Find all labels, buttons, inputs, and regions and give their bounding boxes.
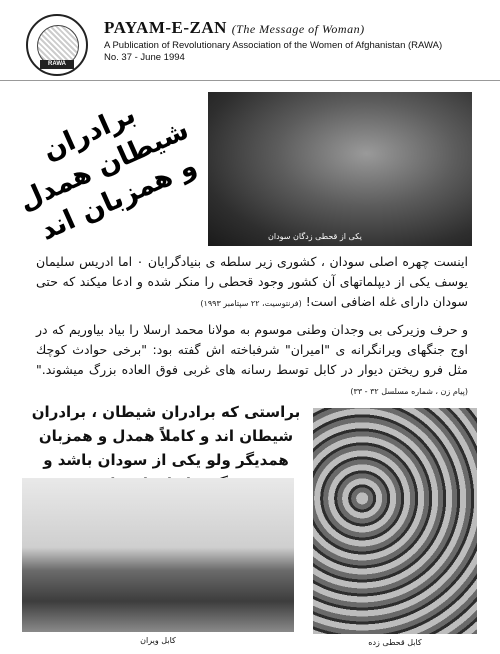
publication-line: A Publication of Revolutionary Association of the Women of Afghanistan (RAWA): [104, 40, 443, 51]
paragraph-2-text: و حرف وزیرکی بی وجدان وطنی موسوم به مولانا محمد ارسلا را بیاد بیاوریم که در اوج جنگهای ویرانگرانه ی "امیران" شرفباخته اش گفته بود: "برخی حوادث کوچك مثل فرو ریختن دیوار در کابل توسط رسانه های غربی فوق العاده بزرگ میشوند.": [36, 322, 468, 377]
photo-bottom-left-caption: کابل ویران: [140, 636, 176, 645]
paragraph-1-text: اینست چهره اصلی سودان ، کشوری زیر سلطه ی بنیادگرایان ۰ اما ادریس سلیمان یوسف یکی از دیپلماتهای آن کشور وجود قحطی را منکر شده و ادعا میکند که حتی سودان دارای غله اضافی است!: [36, 254, 468, 309]
paragraph-1: [36, 252, 468, 314]
issue-line: No. 37 - June 1994: [104, 52, 185, 63]
paragraph-1-note: (فرنتوسیت، ۲۲ سپتامبر ۱۹۹۳): [200, 299, 302, 308]
header-divider: [0, 80, 500, 81]
masthead-title: [104, 18, 365, 38]
photo-starving-man: [208, 92, 472, 246]
photo-bottom-right-caption: کابل قحطی زده: [368, 638, 422, 647]
subtitle-text: (The Message of Woman): [231, 22, 365, 36]
rawa-logo: [26, 14, 88, 76]
headline: برادران شیطان همدل و همزبان اند: [14, 98, 202, 247]
photo-ruined-kabul: [22, 478, 294, 632]
photo-famine-crowd: [313, 408, 477, 634]
title-text: PAYAM-E-ZAN: [104, 18, 227, 37]
paragraph-2: [36, 320, 468, 402]
logo-band: RAWA: [40, 60, 74, 69]
photo-top-caption: یکی از قحطی زدگان سودان: [268, 232, 362, 241]
pull-quote: براستی که برادران شیطان ، برادران شیطان اند و کاملاً همدل و همزبان همدیگر ولو یکی از سودان باشد و: [31, 403, 301, 469]
paragraph-2-note: (پیام زن ، شماره مسلسل ۳۲ - ۳۳): [350, 387, 468, 396]
